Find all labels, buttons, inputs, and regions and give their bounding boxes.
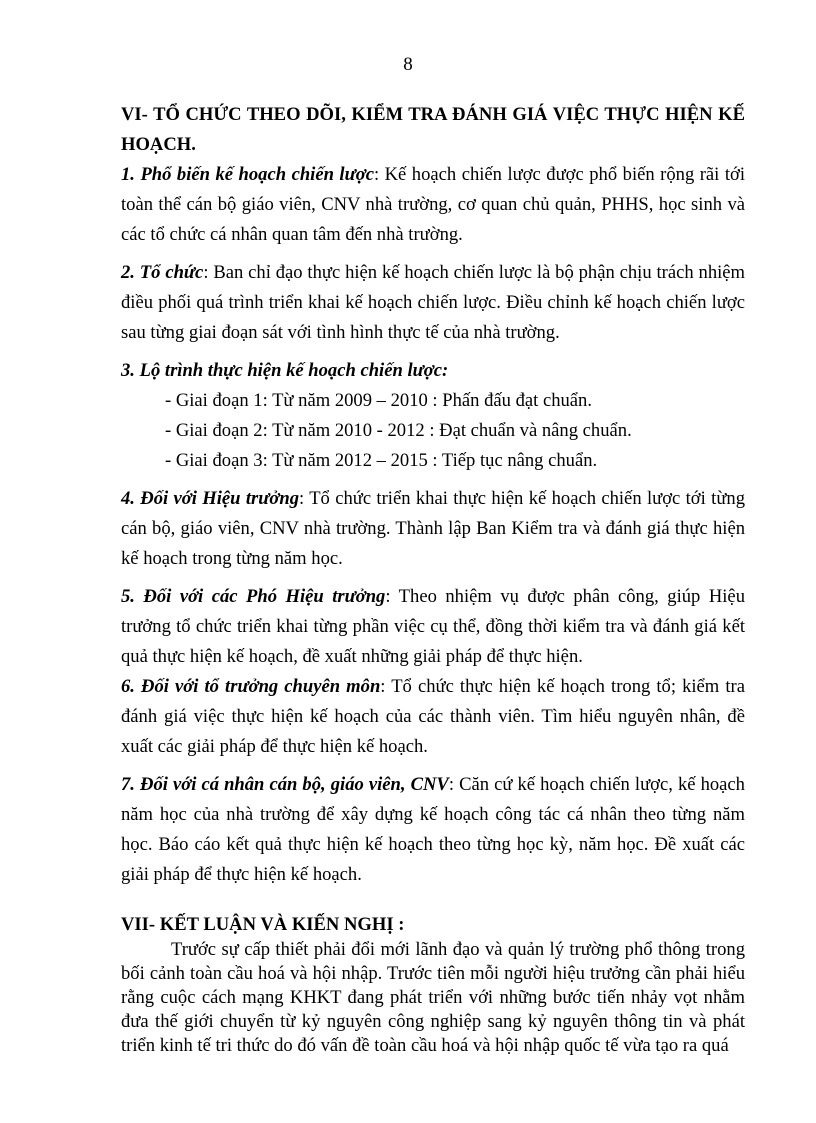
- item-text: : Theo nhiệm vụ được phân công, giúp Hiệu trưởng tổ chức triển khai từng phần việc cụ thể, đồng thời kiểm tra và đánh giá kết quả thực hiện kế hoạch, đề xuất những giải pháp để thực hiện.: [121, 586, 745, 667]
- section-vi-item-3: [121, 356, 745, 386]
- item-text: : Kế hoạch chiến lược được phổ biến rộng rãi tới toàn thể cán bộ giáo viên, CNV nhà trường, cơ quan chủ quản, PHHS, học sinh và các tổ chức cá nhân quan tâm đến nhà trường.: [121, 164, 746, 245]
- section-vi-item-7: [121, 770, 745, 890]
- section-vi-item-5: [121, 582, 745, 672]
- item-lead: 2. Tổ chức: [121, 262, 204, 283]
- phase-item-3: - Giai đoạn 3: Từ năm 2012 – 2015 : Tiếp tục nâng chuẩn.: [165, 450, 598, 471]
- item-lead: 6. Đối với tổ trưởng chuyên môn: [121, 676, 381, 697]
- section-vii-title: VII- KẾT LUẬN VÀ KIẾN NGHỊ :: [121, 914, 405, 935]
- section-vii-paragraph: Trước sự cấp thiết phải đổi mới lãnh đạo và quản lý trường phổ thông trong bối cảnh toàn cầu hoá và hội nhập. Trước tiên mỗi người hiệu trưởng cần phải hiểu rằng cuộc cách mạng KHKT đang phát triển với những bước tiến nhảy vọt nhằm đưa thế giới chuyển từ kỷ nguyên công nghiệp sang kỷ nguyên thông tin và phát triển kinh tế tri thức do đó vấn đề toàn cầu hoá và hội nhập quốc tế vừa tạo ra quá: [121, 939, 745, 1056]
- section-vi-item-6: [121, 672, 745, 762]
- section-vi-item-2: [121, 258, 745, 348]
- item-lead: 4. Đối với Hiệu trưởng: [121, 488, 300, 509]
- section-vi-item-4: [121, 484, 745, 574]
- item-text: : Tổ chức triển khai thực hiện kế hoạch chiến lược tới từng cán bộ, giáo viên, CNV nhà trường. Thành lập Ban Kiểm tra và đánh giá thực hiện kế hoạch trong từng năm học.: [121, 488, 745, 569]
- section-vi-item-1: [121, 160, 745, 250]
- item-text: : Ban chỉ đạo thực hiện kế hoạch chiến lược là bộ phận chịu trách nhiệm điều phối quá trình triển khai kế hoạch chiến lược. Điều chỉnh kế hoạch chiến lược sau từng giai đoạn sát với tình hình thực tế của nhà trường.: [121, 262, 745, 343]
- item-text: : Tổ chức thực hiện kế hoạch trong tổ; kiểm tra đánh giá việc thực hiện kế hoạch của các thành viên. Tìm hiểu nguyên nhân, đề xuất các giải pháp để thực hiện kế hoạch.: [121, 676, 745, 757]
- item-lead: 5. Đối với các Phó Hiệu trưởng: [121, 586, 386, 607]
- item-lead: 1. Phổ biến kế hoạch chiến lược: [121, 164, 374, 185]
- page-number: 8: [403, 54, 413, 75]
- phase-item-2: - Giai đoạn 2: Từ năm 2010 - 2012 : Đạt chuẩn và nâng chuẩn.: [165, 420, 632, 441]
- item-lead: 3. Lộ trình thực hiện kế hoạch chiến lược:: [121, 360, 449, 381]
- item-text: : Căn cứ kế hoạch chiến lược, kế hoạch năm học của nhà trường để xây dựng kế hoạch công tác cá nhân theo từng năm học. Báo cáo kết quả thực hiện kế hoạch theo từng học kỳ, năm học. Đề xuất các giải pháp để thực hiện kế hoạch.: [121, 774, 745, 885]
- section-vi-title: VI- TỔ CHỨC THEO DÕI, KIỂM TRA ĐÁNH GIÁ VIỆC THỰC HIỆN KẾ HOẠCH.: [121, 104, 745, 155]
- item-lead: 7. Đối với cá nhân cán bộ, giáo viên, CNV: [121, 774, 449, 795]
- document-content: [121, 100, 745, 1058]
- phase-item-1: - Giai đoạn 1: Từ năm 2009 – 2010 : Phấn đấu đạt chuẩn.: [165, 390, 592, 411]
